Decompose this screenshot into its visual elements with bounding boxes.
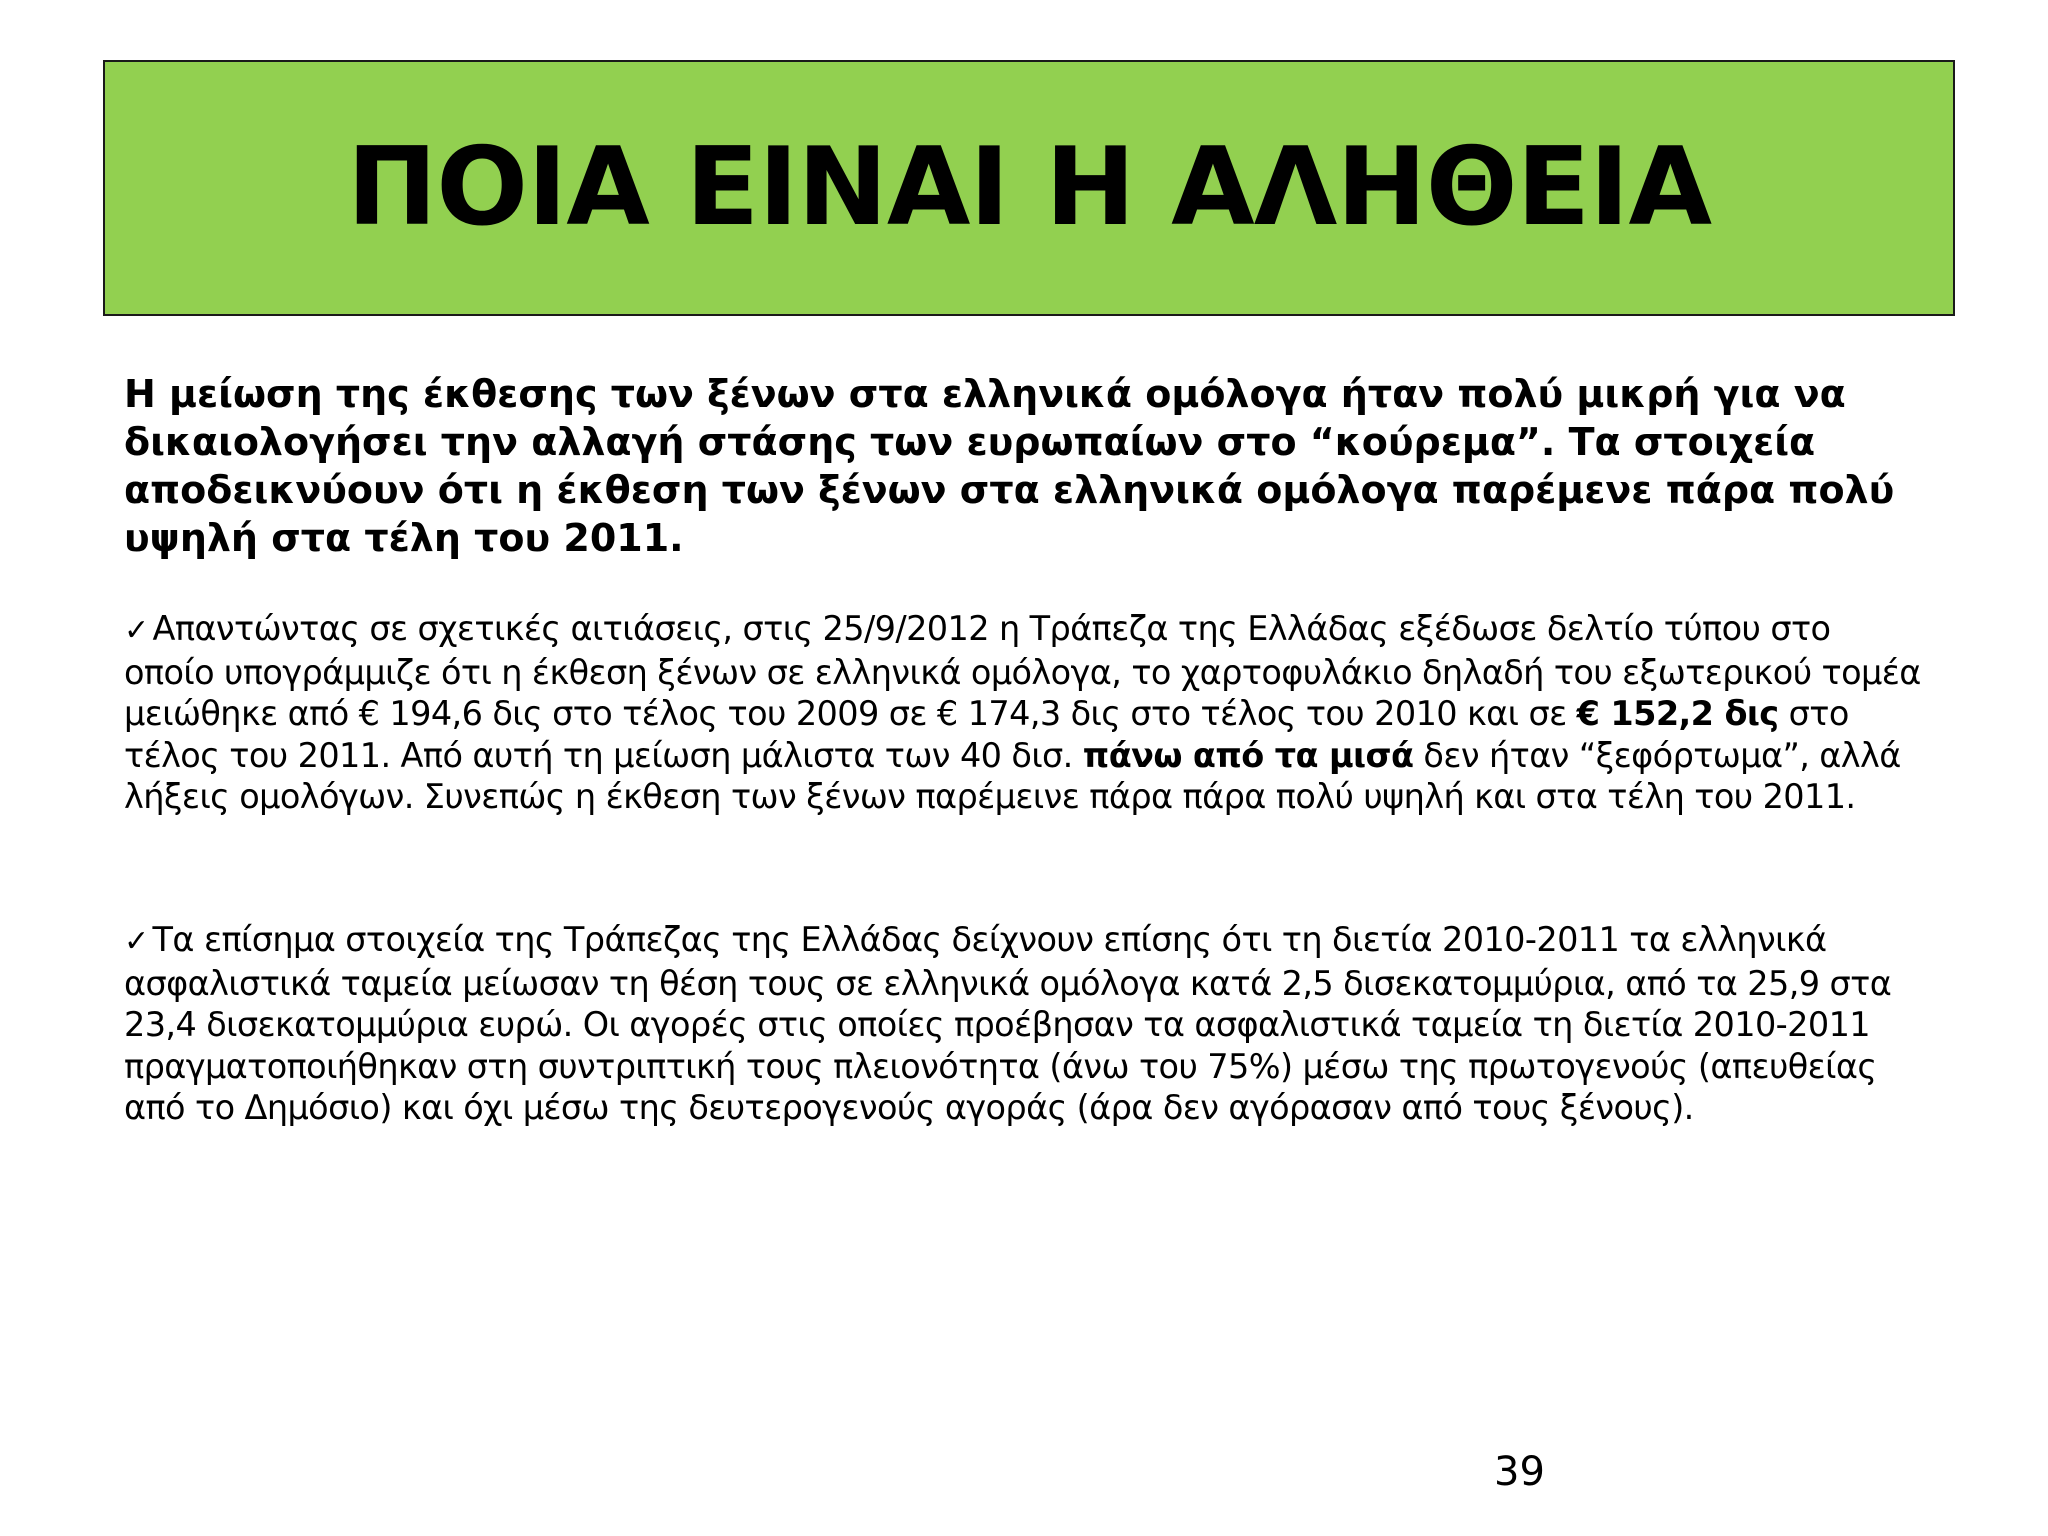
checkmark-icon: ✓ — [124, 924, 149, 959]
bullet-1-bold-amount: € 152,2 δις — [1576, 694, 1779, 733]
bullet-1-text-part-1: Απαντώντας σε σχετικές αιτιάσεις, στις 25/9/2012 η Τράπεζα της Ελλάδας εξέδωσε δελτίο τύπου στο οποίο υπογράμμιζε ότι η έκθεση ξένων σε ελληνικά ομόλογα, το χαρτοφυλάκιο δηλαδή του εξωτερικού τομέα μειώθηκε από € 194,6 δις στο τέλος του 2009 σε € 174,3 δις στο τέλος του 2010 και σε — [124, 609, 1921, 733]
bullet-1-text-part-3: δεν ήταν “ξεφόρτωμα”, αλλά λήξεις ομολόγων. Συνεπώς η έκθεση των ξένων παρέμεινε πάρα πάρα πολύ υψηλή και στα τέλη του 2011. — [124, 735, 1901, 816]
page-number: 39 — [1494, 1449, 1545, 1495]
checkmark-icon: ✓ — [124, 613, 149, 648]
bullet-paragraph-2 — [124, 919, 1924, 1129]
bullet-2-text: Τα επίσημα στοιχεία της Τράπεζας της Ελλάδας δείχνουν επίσης ότι τη διετία 2010-2011 τα ελληνικά ασφαλιστικά ταμεία μείωσαν τη θέση τους σε ελληνικά ομόλογα κατά 2,5 δισεκατομμύρια, από τα 25,9 στα 23,4 δισεκατομμύρια ευρώ. Οι αγορές στις οποίες προέβησαν τα ασφαλιστικά ταμεία τη διετία 2010-2011 πραγματοποιήθηκαν στη συντριπτική τους πλειονότητα (άνω του 75%) μέσω της πρωτογενούς (απευθείας από το Δημόσιο) και όχι μέσω της δευτερογενούς αγοράς (άρα δεν αγόρασαν από τους ξένους). — [124, 920, 1892, 1127]
title-banner — [103, 60, 1955, 316]
bullet-1-bold-phrase: πάνω από τα μισά — [1082, 735, 1414, 775]
bullet-paragraph-1 — [124, 608, 1924, 818]
slide-title: ΠΟΙΑ ΕΙΝΑΙ Η ΑΛΗΘΕΙΑ — [346, 125, 1712, 250]
intro-paragraph: Η μείωση της έκθεσης των ξένων στα ελληνικά ομόλογα ήταν πολύ μικρή για να δικαιολογήσει την αλλαγή στάσης των ευρωπαίων στο “κούρεμα”. Τα στοιχεία αποδεικνύουν ότι η έκθεση των ξένων στα ελληνικά ομόλογα παρέμενε πάρα πολύ υψηλή στα τέλη του 2011. — [124, 372, 1895, 560]
bullet-1-text-part-2: στο τέλος του 2011. Από αυτή τη μείωση μάλιστα των 40 δισ. — [124, 694, 1849, 775]
